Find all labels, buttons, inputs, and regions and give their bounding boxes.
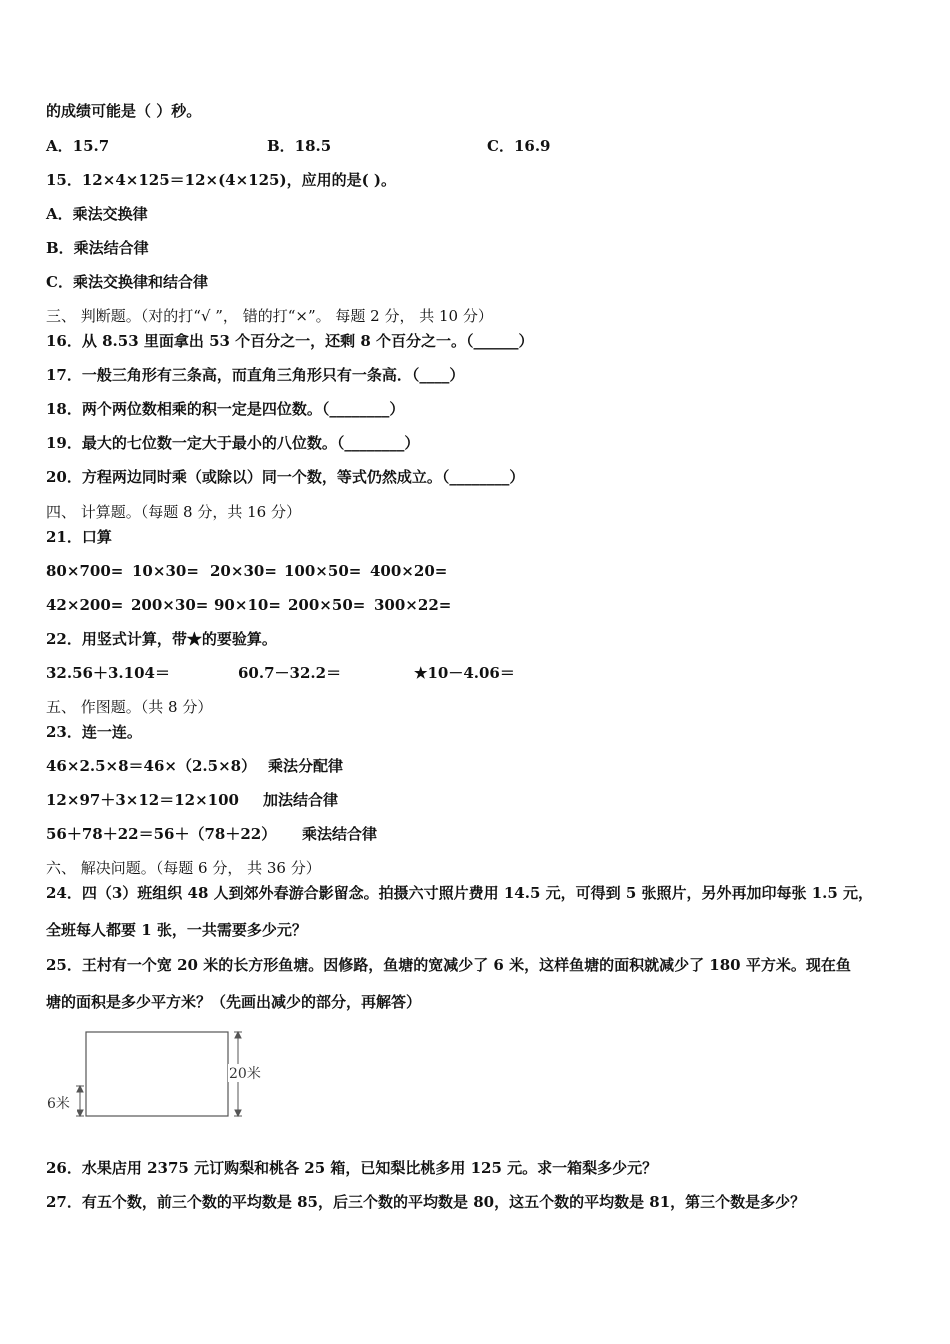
- oral-item: 100×50=: [284, 562, 362, 580]
- q15-stem: 15．12×4×125＝12×(4×125)，应用的是( )。: [46, 171, 397, 189]
- oral-item: 10×30=: [132, 562, 199, 580]
- q25-line-2: 塘的面积是多少平方米？（先画出减少的部分，再解答）: [46, 993, 422, 1011]
- reduce-label: 6米: [47, 1096, 70, 1112]
- section-6-heading: 六、 解决问题。（每题 6 分， 共 36 分）: [46, 859, 321, 877]
- q15-option-b: B．乘法结合律: [46, 239, 149, 257]
- q23-left-3: 56＋78＋22＝56＋（78＋22）: [46, 825, 277, 843]
- question-18: 18．两个两位数相乘的积一定是四位数。（________）: [46, 400, 405, 418]
- q21-row-2: [46, 595, 451, 615]
- q23-right-2: 加法结合律: [263, 791, 339, 809]
- section-4-heading: 四、 计算题。（每题 8 分，共 16 分）: [46, 503, 301, 521]
- question-19: 19．最大的七位数一定大于最小的八位数。（________）: [46, 434, 420, 452]
- q14-tail: 的成绩可能是（ ）秒。: [46, 102, 202, 120]
- q23-left-2: 12×97＋3×12＝12×100: [46, 791, 239, 809]
- q22-item-1: 32.56＋3.104＝: [46, 664, 170, 682]
- reduce-dimension-line: [76, 1086, 84, 1116]
- q23-right-1: 乘法分配律: [268, 757, 344, 775]
- width-label: 20米: [229, 1066, 261, 1082]
- oral-item: 300×22=: [374, 596, 452, 614]
- section-5-heading: 五、 作图题。（共 8 分）: [46, 698, 213, 716]
- q14-option-b: B．18.5: [267, 137, 332, 155]
- oral-item: 80×700=: [46, 562, 124, 580]
- question-17: 17．一般三角形有三条高，而直角三角形只有一条高．（____）: [46, 366, 465, 384]
- oral-item: 400×20=: [370, 562, 448, 580]
- oral-item: 200×50=: [288, 596, 366, 614]
- oral-item: 200×30=: [131, 596, 209, 614]
- q25-line-1: 25．王村有一个宽 20 米的长方形鱼塘。因修路，鱼塘的宽减少了 6 米，这样鱼塘的面积就减少了 180 平方米。现在鱼: [46, 956, 851, 974]
- q21-row-1: [46, 561, 447, 581]
- q24-line-1: 24．四（3）班组织 48 人到郊外春游合影留念。拍摄六寸照片费用 14.5 元，可得到 5 张照片，另外再加印每张 1.5 元，: [46, 884, 874, 902]
- question-27: 27．有五个数，前三个数的平均数是 85，后三个数的平均数是 80，这五个数的平均数是 81，第三个数是多少？: [46, 1193, 806, 1211]
- q22-item-2: 60.7－32.2＝: [238, 664, 342, 682]
- q23-title: 23．连一连。: [46, 723, 142, 741]
- question-20: 20．方程两边同时乘（或除以）同一个数，等式仍然成立。（________）: [46, 468, 525, 486]
- oral-item: 90×10=: [214, 596, 281, 614]
- pond-rectangle: [86, 1032, 228, 1116]
- fish-pond-diagram: [44, 1026, 274, 1122]
- section-3-heading: 三、 判断题。（对的打“√ ”， 错的打“×”。 每题 2 分， 共 10 分）: [46, 307, 493, 325]
- q15-option-a: A．乘法交换律: [46, 205, 148, 223]
- q14-option-c: C．16.9: [487, 137, 551, 155]
- q22-item-3: ★10－4.06＝: [414, 664, 515, 682]
- question-16: 16．从 8.53 里面拿出 53 个百分之一，还剩 8 个百分之一。（______）: [46, 332, 534, 350]
- q24-line-2: 全班每人都要 1 张，一共需要多少元？: [46, 921, 307, 939]
- q22-title: 22．用竖式计算，带★的要验算。: [46, 630, 277, 648]
- q21-title: 21．口算: [46, 528, 112, 546]
- question-26: 26．水果店用 2375 元订购梨和桃各 25 箱，已知梨比桃多用 125 元。求一箱梨多少元？: [46, 1159, 658, 1177]
- q15-option-c: C．乘法交换律和结合律: [46, 273, 208, 291]
- q23-left-1: 46×2.5×8＝46×（2.5×8）: [46, 757, 257, 775]
- q23-right-3: 乘法结合律: [302, 825, 378, 843]
- q14-option-a: A．15.7: [46, 137, 110, 155]
- oral-item: 42×200=: [46, 596, 124, 614]
- oral-item: 20×30=: [210, 562, 277, 580]
